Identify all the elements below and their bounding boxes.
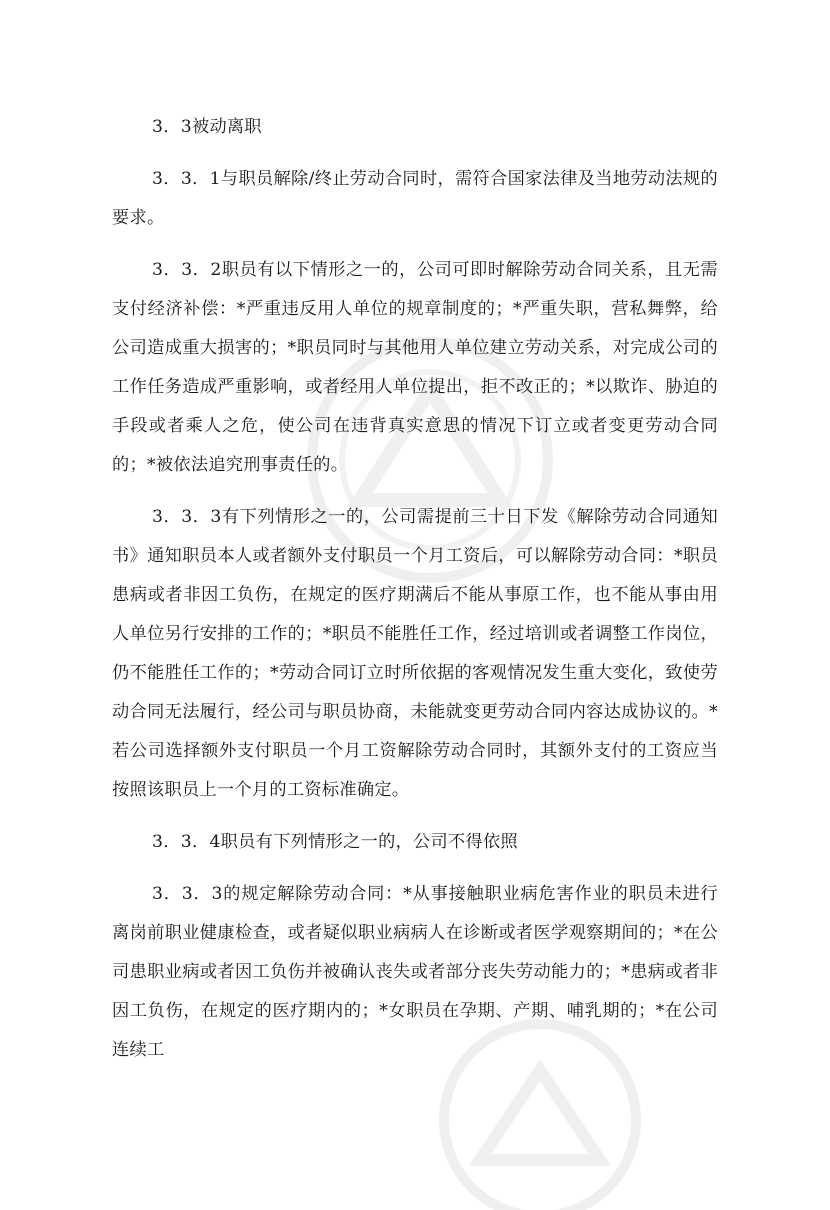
paragraph-3-3-4: 3．3．4职员有下列情形之一的，公司不得依照 xyxy=(152,832,518,852)
section-heading-3-3: 3．3被动离职 xyxy=(152,117,262,137)
paragraph-3-3-3: 3．3．3有下列情形之一的，公司需提前三十日下发《解除劳动合同通知书》通知职员本人或者额外支付职员一个月工资后，可以解除劳动合同：*职员患病或者非因工负伤，在规定的医疗期满后不能从事原工作，也不能从事由用人单位另行安排的工作的；*职员不能胜任工作，经过培训或者调整工作岗位，仍不能胜任工作的；*劳动合同订立时所依据的客观情况发生重大变化，致使劳动合同无法履行，经公司与职员协商，未能就变更劳动合同内容达成协议的。*若公司选择额外支付职员一个月工资解除劳动合同时，其额外支付的工资应当按照该职员上一个月的工资标准确定。 xyxy=(112,507,718,800)
paragraph-3-3-1: 3．3．1与职员解除/终止劳动合同时，需符合国家法律及当地劳动法规的要求。 xyxy=(112,169,718,228)
document-body xyxy=(112,108,718,1083)
paragraph-3-3-2: 3．3．2职员有以下情形之一的，公司可即时解除劳动合同关系，且无需支付经济补偿：*严重违反用人单位的规章制度的；*严重失职，营私舞弊，给公司造成重大损害的；*职员同时与其他用人单位建立劳动关系，对完成公司的工作任务造成严重影响，或者经用人单位提出，拒不改正的；*以欺诈、胁迫的手段或者乘人之危，使公司在违背真实意思的情况下订立或者变更劳动合同的；*被依法追究刑事责任的。 xyxy=(112,260,718,475)
paragraph-3-3-4-continued: 3．3．3的规定解除劳动合同：*从事接触职业病危害作业的职员未进行离岗前职业健康检查，或者疑似职业病病人在诊断或者医学观察期间的；*在公司患职业病或者因工负伤并被确认丧失或者部分丧失劳动能力的；*患病或者非因工负伤，在规定的医疗期内的；*女职员在孕期、产期、哺乳期的；*在公司连续工 xyxy=(112,884,718,1060)
